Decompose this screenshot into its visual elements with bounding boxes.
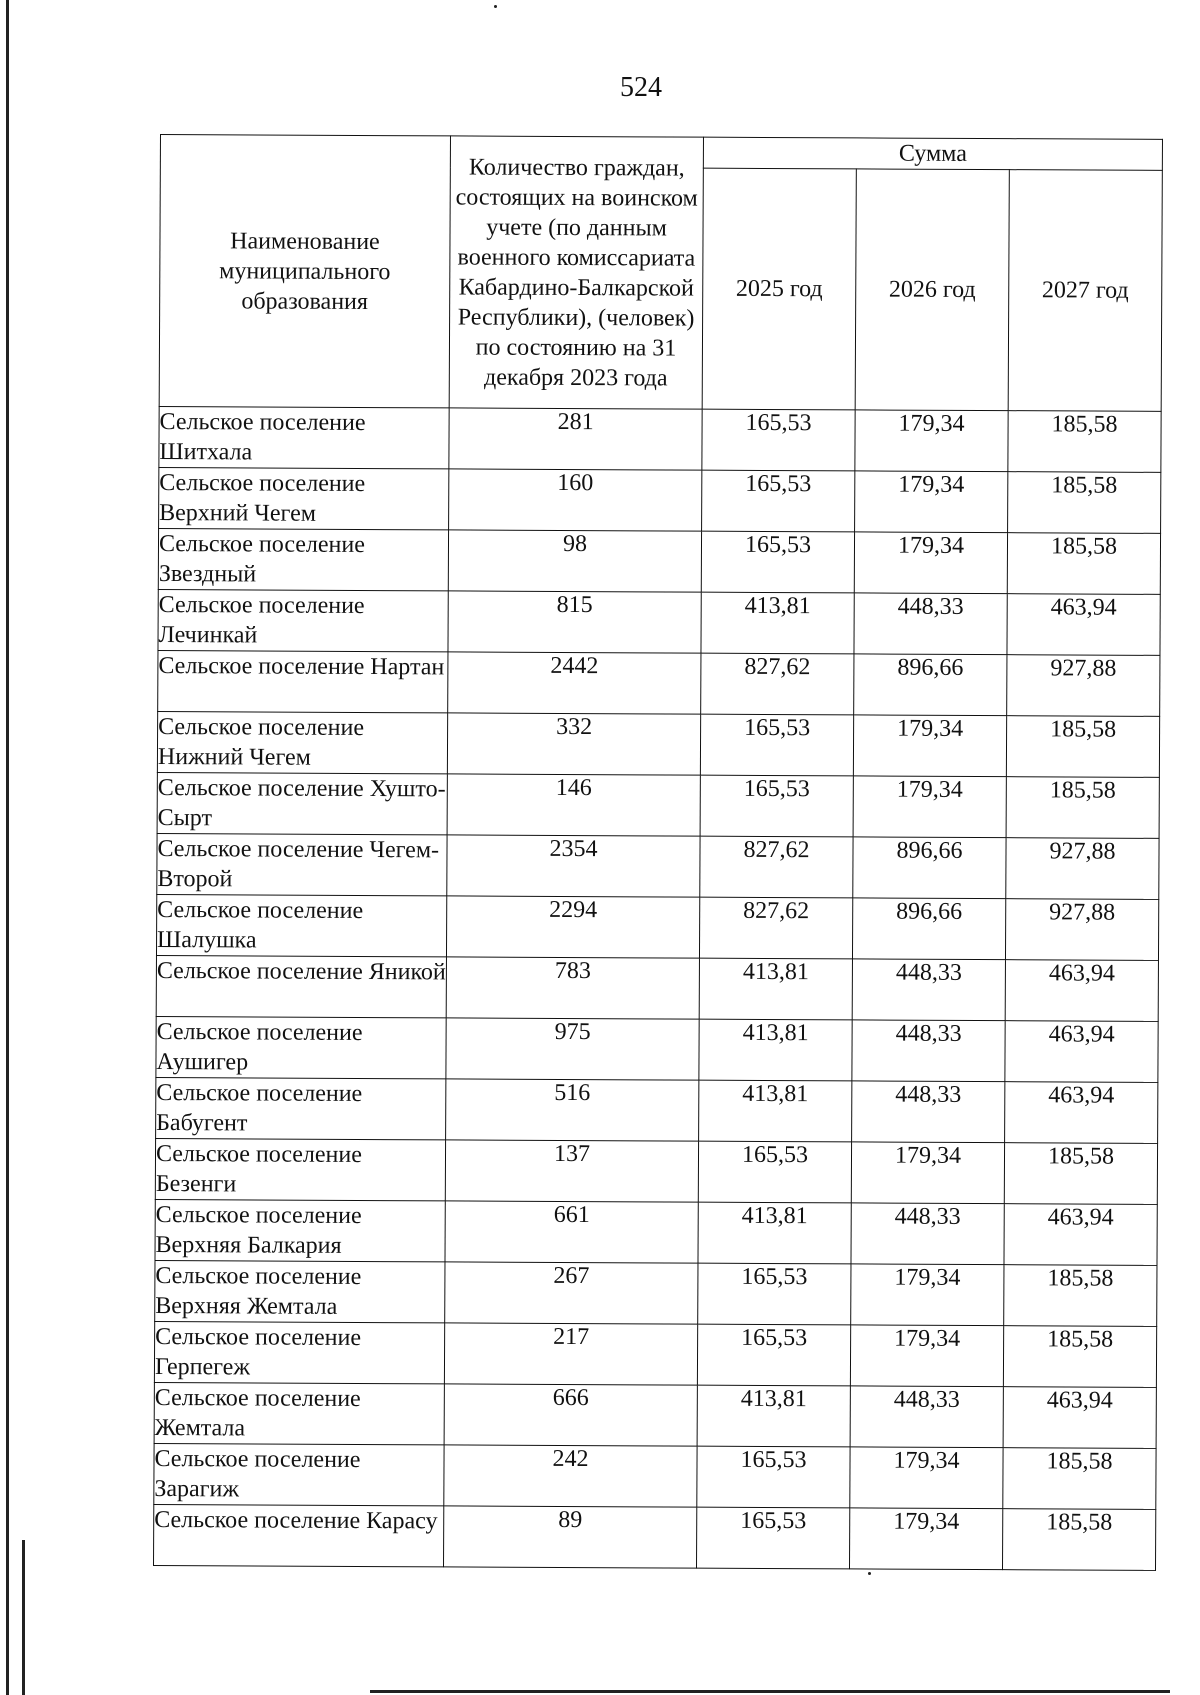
cell-sum-2025: 413,81: [701, 592, 854, 654]
cell-municipality-name: Сельское поселение Звездный: [158, 528, 448, 590]
cell-municipality-name: Сельское поселение Лечинкай: [158, 589, 448, 651]
cell-sum-2025: 413,81: [699, 1019, 852, 1081]
cell-sum-2027: 185,58: [1004, 1143, 1157, 1205]
cell-sum-2027: 185,58: [1003, 1326, 1156, 1388]
header-year-2025: 2025 год: [702, 168, 856, 410]
cell-citizen-count: 267: [445, 1262, 698, 1324]
cell-citizen-count: 332: [447, 713, 700, 775]
cell-sum-2027: 185,58: [1006, 716, 1159, 778]
cell-municipality-name: Сельское поселение Жемтала: [154, 1382, 444, 1444]
cell-sum-2026: 179,34: [851, 1264, 1004, 1326]
cell-citizen-count: 666: [444, 1384, 697, 1446]
cell-sum-2026: 448,33: [852, 1020, 1005, 1082]
cell-sum-2027: 463,94: [1003, 1387, 1156, 1449]
cell-sum-2027: 927,88: [1007, 655, 1160, 717]
cell-sum-2025: 165,53: [700, 775, 853, 837]
table-row: [156, 955, 1158, 1021]
cell-sum-2025: 165,53: [702, 470, 855, 532]
cell-municipality-name: Сельское поселение Нартан: [158, 650, 448, 712]
cell-sum-2025: 165,53: [702, 409, 855, 471]
cell-sum-2027: 927,88: [1005, 899, 1158, 961]
cell-municipality-name: Сельское поселение Нижний Чегем: [157, 711, 447, 773]
cell-sum-2026: 179,34: [855, 410, 1008, 472]
cell-sum-2027: 185,58: [1008, 472, 1161, 534]
cell-municipality-name: Сельское поселение Хушто-Сырт: [157, 772, 447, 834]
cell-sum-2026: 179,34: [853, 715, 1006, 777]
scan-speck: [494, 5, 497, 8]
cell-sum-2027: 463,94: [1004, 1204, 1157, 1266]
cell-sum-2025: 827,62: [701, 653, 854, 715]
table-row: [154, 1382, 1156, 1448]
cell-sum-2027: 185,58: [1003, 1448, 1156, 1510]
table-row: [154, 1504, 1156, 1570]
cell-municipality-name: Сельское поселение Чегем-Второй: [157, 833, 447, 895]
cell-municipality-name: Сельское поселение Бабугент: [156, 1077, 446, 1139]
cell-sum-2027: 185,58: [1008, 411, 1161, 473]
page-number: 524: [620, 72, 662, 103]
cell-municipality-name: Сельское поселение Герпегеж: [154, 1321, 444, 1383]
cell-sum-2025: 165,53: [697, 1446, 850, 1508]
cell-sum-2026: 448,33: [852, 1081, 1005, 1143]
cell-municipality-name: Сельское поселение Шитхала: [159, 406, 449, 468]
table-row: [154, 1443, 1156, 1509]
cell-sum-2025: 165,53: [698, 1141, 851, 1203]
cell-citizen-count: 2354: [447, 835, 700, 897]
table-row: [156, 1077, 1158, 1143]
table-row: [155, 1199, 1157, 1265]
cell-sum-2025: 165,53: [701, 531, 854, 593]
cell-citizen-count: 137: [445, 1140, 698, 1202]
cell-sum-2027: 185,58: [1004, 1265, 1157, 1327]
cell-sum-2027: 463,94: [1007, 594, 1160, 656]
cell-sum-2027: 463,94: [1005, 1082, 1158, 1144]
cell-sum-2026: 896,66: [852, 898, 1005, 960]
cell-citizen-count: 975: [446, 1018, 699, 1080]
table-row: [157, 772, 1159, 838]
cell-citizen-count: 815: [448, 591, 701, 653]
cell-citizen-count: 281: [449, 408, 702, 470]
cell-municipality-name: Сельское поселение Аушигер: [156, 1016, 446, 1078]
cell-citizen-count: 783: [446, 957, 699, 1019]
header-citizen-count: Количество граждан, состоящих на воинском учете (по данным военного комиссариата Кабардино-Балкарской Республики), (человек) по состоянию на 31 декабря 2023 года: [449, 136, 703, 409]
cell-municipality-name: Сельское поселение Яникой: [156, 955, 446, 1017]
header-year-2026: 2026 год: [855, 169, 1009, 411]
table-row: [159, 467, 1161, 533]
cell-municipality-name: Сельское поселение Безенги: [155, 1138, 445, 1200]
table-row: [154, 1321, 1156, 1387]
cell-sum-2027: 185,58: [1002, 1509, 1155, 1571]
cell-sum-2026: 448,33: [852, 959, 1005, 1021]
cell-citizen-count: 146: [447, 774, 700, 836]
cell-sum-2026: 179,34: [855, 471, 1008, 533]
allocation-table: [153, 134, 1163, 1571]
table-row: [156, 1016, 1158, 1082]
header-municipality: Наименование муниципального образования: [159, 135, 450, 408]
table-row: [158, 589, 1160, 655]
cell-sum-2026: 448,33: [850, 1386, 1003, 1448]
cell-citizen-count: 2442: [448, 652, 701, 714]
cell-sum-2025: 413,81: [697, 1385, 850, 1447]
cell-municipality-name: Сельское поселение Верхняя Балкария: [155, 1199, 445, 1261]
header-sum: Сумма: [703, 137, 1162, 170]
cell-citizen-count: 516: [446, 1079, 699, 1141]
cell-sum-2025: 413,81: [699, 1080, 852, 1142]
cell-sum-2025: 413,81: [698, 1202, 851, 1264]
cell-citizen-count: 661: [445, 1201, 698, 1263]
scan-speck: [868, 1572, 871, 1575]
table-row: [159, 406, 1161, 472]
cell-sum-2026: 896,66: [853, 837, 1006, 899]
scan-left-edge-lower: [22, 1540, 25, 1695]
cell-citizen-count: 89: [444, 1506, 697, 1568]
table-row: [156, 894, 1158, 960]
cell-sum-2026: 179,34: [849, 1508, 1002, 1570]
cell-sum-2027: 927,88: [1006, 838, 1159, 900]
cell-citizen-count: 160: [449, 469, 702, 531]
cell-citizen-count: 242: [444, 1445, 697, 1507]
cell-sum-2027: 463,94: [1005, 960, 1158, 1022]
table-body: [154, 406, 1162, 1570]
cell-citizen-count: 2294: [446, 896, 699, 958]
cell-sum-2027: 185,58: [1007, 533, 1160, 595]
cell-sum-2025: 165,53: [696, 1507, 849, 1569]
table-row: [155, 1260, 1157, 1326]
cell-municipality-name: Сельское поселение Карасу: [154, 1504, 444, 1566]
cell-municipality-name: Сельское поселение Шалушка: [156, 894, 446, 956]
cell-sum-2026: 179,34: [851, 1142, 1004, 1204]
scan-left-edge: [6, 0, 9, 1695]
table-row: [155, 1138, 1157, 1204]
cell-sum-2025: 165,53: [700, 714, 853, 776]
table-row: [158, 650, 1160, 716]
cell-citizen-count: 217: [444, 1323, 697, 1385]
cell-sum-2025: 827,62: [700, 836, 853, 898]
cell-sum-2025: 413,81: [699, 958, 852, 1020]
table-row: [157, 711, 1159, 777]
cell-municipality-name: Сельское поселение Верхний Чегем: [159, 467, 449, 529]
table-row: [158, 528, 1160, 594]
cell-sum-2027: 463,94: [1005, 1021, 1158, 1083]
cell-sum-2026: 448,33: [854, 593, 1007, 655]
cell-sum-2025: 165,53: [697, 1324, 850, 1386]
cell-sum-2026: 179,34: [853, 776, 1006, 838]
cell-citizen-count: 98: [448, 530, 701, 592]
cell-sum-2026: 179,34: [850, 1447, 1003, 1509]
header-year-2027: 2027 год: [1008, 170, 1162, 412]
cell-municipality-name: Сельское поселение Верхняя Жемтала: [155, 1260, 445, 1322]
cell-sum-2025: 827,62: [699, 897, 852, 959]
cell-sum-2027: 185,58: [1006, 777, 1159, 839]
cell-sum-2026: 448,33: [851, 1203, 1004, 1265]
cell-sum-2025: 165,53: [698, 1263, 851, 1325]
cell-sum-2026: 179,34: [850, 1325, 1003, 1387]
scan-bottom-edge: [370, 1690, 1170, 1693]
cell-sum-2026: 896,66: [854, 654, 1007, 716]
cell-municipality-name: Сельское поселение Зарагиж: [154, 1443, 444, 1505]
cell-sum-2026: 179,34: [854, 532, 1007, 594]
table-row: [157, 833, 1159, 899]
